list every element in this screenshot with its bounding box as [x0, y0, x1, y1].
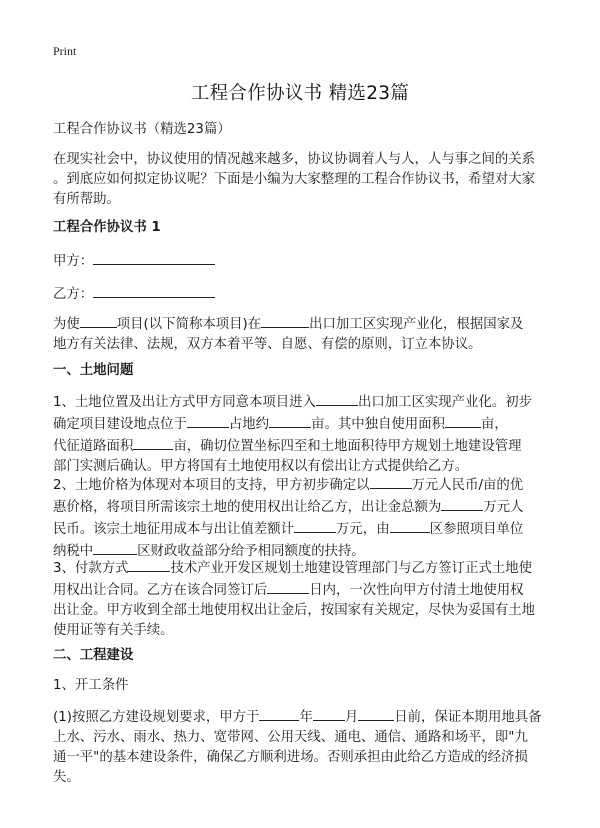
fill-blank — [93, 540, 137, 555]
land-clause-3 — [53, 557, 553, 641]
party-b-blank — [93, 283, 215, 298]
fill-blank — [261, 313, 309, 328]
start-conditions-title: 1、开工条件 — [53, 678, 129, 693]
text-span: 日前，保证本期用地具备 — [394, 710, 542, 725]
intro-line: 有所帮助。 — [53, 192, 120, 207]
fill-blank — [445, 413, 481, 428]
fill-blank — [358, 706, 394, 721]
fill-blank — [128, 557, 170, 572]
text-span: 代征道路面积 — [53, 439, 134, 454]
intro-paragraph — [53, 150, 553, 210]
fill-blank — [133, 435, 173, 450]
text-span: 为使 — [53, 317, 80, 332]
text-span: 亩， — [480, 417, 508, 432]
text-span: 亩。其中独自使用面积 — [311, 417, 445, 432]
text-span: 区参照项目单位 — [429, 522, 524, 537]
fill-blank — [267, 579, 309, 594]
text-span: 万元人民币/亩的优 — [411, 478, 524, 493]
party-b-label: 乙方： — [53, 287, 94, 302]
land-clause-1 — [53, 391, 553, 477]
text-span: 年 — [299, 710, 313, 725]
text-line: 通一平"的基本建设条件，确保乙方顺利进场。否则承担由此给乙方造成的经济损 — [53, 750, 528, 765]
purpose-paragraph — [53, 313, 553, 355]
section-heading: 工程合作协议书 1 — [53, 220, 161, 235]
text-span: 2、土地价格为体现对本项目的支持，甲方初步确定以 — [53, 478, 370, 493]
text-span: 万元人 — [483, 500, 524, 515]
party-a-line — [53, 250, 553, 272]
fill-blank — [269, 413, 311, 428]
text-span: 出口加工区实现产业化，根据国家及 — [309, 317, 524, 332]
fill-blank — [390, 518, 430, 533]
text-span: 月 — [344, 710, 359, 725]
document-title: 工程合作协议书 精选23篇 — [190, 83, 410, 104]
start-clause-1 — [53, 706, 553, 788]
party-a-label: 甲方： — [53, 254, 94, 269]
document-subtitle: 工程合作协议书（精选23篇） — [53, 122, 231, 137]
text-span: 确定项目建设地点位于 — [53, 417, 187, 432]
fill-blank — [370, 474, 412, 489]
text-span: 出口加工区实现产业化。初步 — [357, 395, 533, 410]
text-span: 民币。该宗土地征用成本与出让值差额计 — [53, 522, 295, 537]
fill-blank — [187, 413, 229, 428]
text-span: 用权出让合同。乙方在该合同签订后 — [53, 583, 268, 598]
text-line: 出让金。甲方收到全部土地使用权出让金后，按国家有关规定，尽快为妥国有土地 — [53, 603, 536, 618]
text-span: 1、土地位置及出让方式甲方同意本项目进入 — [53, 395, 316, 410]
text-line: 上水、污水、雨水、热力、宽带网、公用天线、通电、通信、通路和场平，即"九 — [53, 730, 528, 745]
heading-construction: 二、工程建设 — [53, 648, 134, 663]
text-span: (1)按照乙方建设规划要求，甲方于 — [53, 710, 260, 725]
fill-blank — [259, 706, 299, 721]
text-line: 地方有关法律、法规，双方本着平等、自愿、有偿的原则，订立本协议。 — [53, 337, 482, 352]
text-span: 万元，由 — [336, 522, 390, 537]
land-clause-2 — [53, 474, 553, 562]
fill-blank — [80, 313, 117, 328]
intro-line: 在现实社会中，协议使用的情况越来越多，协议协调着人与人，人与事之间的关系 — [53, 152, 536, 167]
party-b-line — [53, 283, 553, 305]
text-span: 纳税中 — [53, 544, 94, 559]
text-span: 日内，一次性向甲方付清土地使用权 — [309, 583, 524, 598]
text-span: 亩，确切位置坐标四至和土地面积待甲方规划土地建设管理 — [173, 439, 522, 454]
fill-blank — [313, 706, 345, 721]
print-link[interactable]: Print — [53, 44, 77, 58]
text-line: 失。 — [53, 770, 80, 785]
party-a-blank — [93, 250, 215, 265]
text-span: 技术产业开发区规划土地建设管理部门与乙方签订正式土地使 — [170, 561, 533, 576]
fill-blank — [294, 518, 336, 533]
text-line: 部门实测后确认。甲方将国有土地使用权以有偿出让方式提供给乙方。 — [53, 459, 469, 474]
text-span: 占地约 — [228, 417, 270, 432]
fill-blank — [441, 496, 483, 511]
text-span: 区财政收益部分给予相同额度的扶持。 — [137, 544, 365, 559]
text-span: 惠价格，将项目所需该宗土地的使用权出让给乙方，出让金总额为 — [53, 500, 442, 515]
heading-land: 一、土地问题 — [53, 363, 134, 378]
text-span: 项目(以下简称本项目)在 — [116, 317, 262, 332]
intro-line: 。到底应如何拟定协议呢？下面是小编为大家整理的工程合作协议书，希望对大家 — [53, 172, 536, 187]
text-span: 3、付款方式 — [53, 561, 129, 576]
text-line: 使用证等有关手续。 — [53, 623, 174, 638]
fill-blank — [316, 391, 358, 406]
